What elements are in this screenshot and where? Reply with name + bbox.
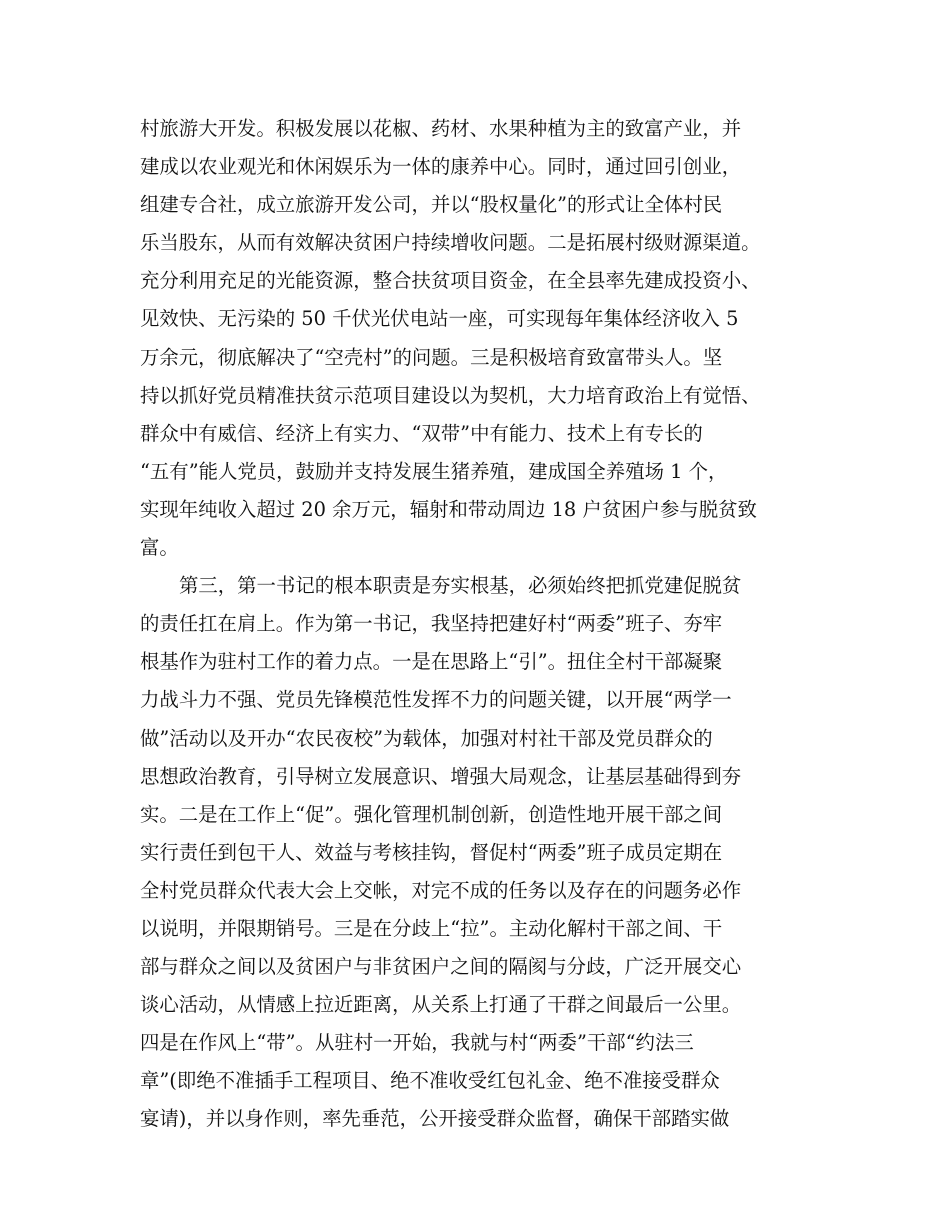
text-line: 村旅游大开发。积极发展以花椒、药材、水果种植为主的致富产业，并: [140, 117, 742, 140]
text-line: 第三，第一书记的根本职责是夯实根基，必须始终把抓党建促脱贫: [179, 574, 742, 598]
text-line: 四是在作风上“带”。从驻村一开始，我就与村“两委”干部“约法三: [140, 1031, 694, 1055]
text-line: 实现年纯收入超过 20 余万元，辐射和带动周边 18 户贫困户参与脱贫致: [140, 497, 757, 521]
text-line: 实行责任到包干人、效益与考核挂钩，督促村“两委”班子成员定期在: [140, 840, 723, 864]
text-line: 力战斗力不强、党员先锋模范性发挥不力的问题关键，以开展“两学一: [140, 688, 732, 712]
text-line: 做”活动以及开办“农民夜校”为载体，加强对村社干部及党员群众的: [140, 726, 713, 750]
text-line: 思想政治教育，引导树立发展意识、增强大局观念，让基层基础得到夯: [140, 764, 742, 788]
text-line: 充分利用充足的光能资源，整合扶贫项目资金，在全县率先建成投资小、: [140, 269, 761, 293]
text-line: 组建专合社，成立旅游开发公司，并以“股权量化”的形式让全体村民: [140, 193, 723, 217]
text-line: 富。: [140, 536, 179, 560]
text-line: “五有”能人党员，鼓励并支持发展生猪养殖，建成国全养殖场 1 个，: [140, 459, 728, 483]
text-line: 根基作为驻村工作的着力点。一是在思路上“引”。扭住全村干部凝聚: [140, 650, 723, 674]
text-line: 持以抓好党员精准扶贫示范项目建设以为契机，大力培育政治上有觉悟、: [140, 383, 761, 407]
text-line: 群众中有威信、经济上有实力、“双带”中有能力、技术上有专长的: [140, 421, 703, 445]
text-line: 以说明，并限期销号。三是在分歧上“拉”。主动化解村干部之间、干: [140, 916, 723, 940]
text-line: 的责任扛在肩上。作为第一书记，我坚持把建好村“两委”班子、夯牢: [140, 612, 723, 636]
text-line: 部与群众之间以及贫困户与非贫困户之间的隔阂与分歧，广泛开展交心: [140, 955, 742, 979]
text-line: 万余元，彻底解决了“空壳村”的问题。三是积极培育致富带头人。坚: [140, 345, 723, 369]
text-line: 见效快、无污染的 50 千伏光伏电站一座，可实现每年集体经济收入 5: [140, 307, 739, 331]
text-line: 实。二是在工作上“促”。强化管理机制创新，创造性地开展干部之间: [140, 802, 723, 826]
text-line: 建成以农业观光和休闲娱乐为一体的康养中心。同时，通过回引创业，: [140, 155, 742, 179]
text-line: 全村党员群众代表大会上交帐，对完不成的任务以及存在的问题务必作: [140, 878, 742, 902]
text-line: 宴请)，并以身作则，率先垂范，公开接受群众监督，确保干部踏实做: [140, 1107, 730, 1131]
text-line: 谈心活动，从情感上拉近距离，从关系上打通了干群之间最后一公里。: [140, 993, 742, 1017]
document-body: [140, 110, 820, 1139]
text-line: 乐当股东，从而有效解决贫困户持续增收问题。二是拓展村级财源渠道。: [140, 231, 761, 255]
text-line: 章”(即绝不准插手工程项目、绝不准收受红包礼金、绝不准接受群众: [140, 1069, 720, 1093]
